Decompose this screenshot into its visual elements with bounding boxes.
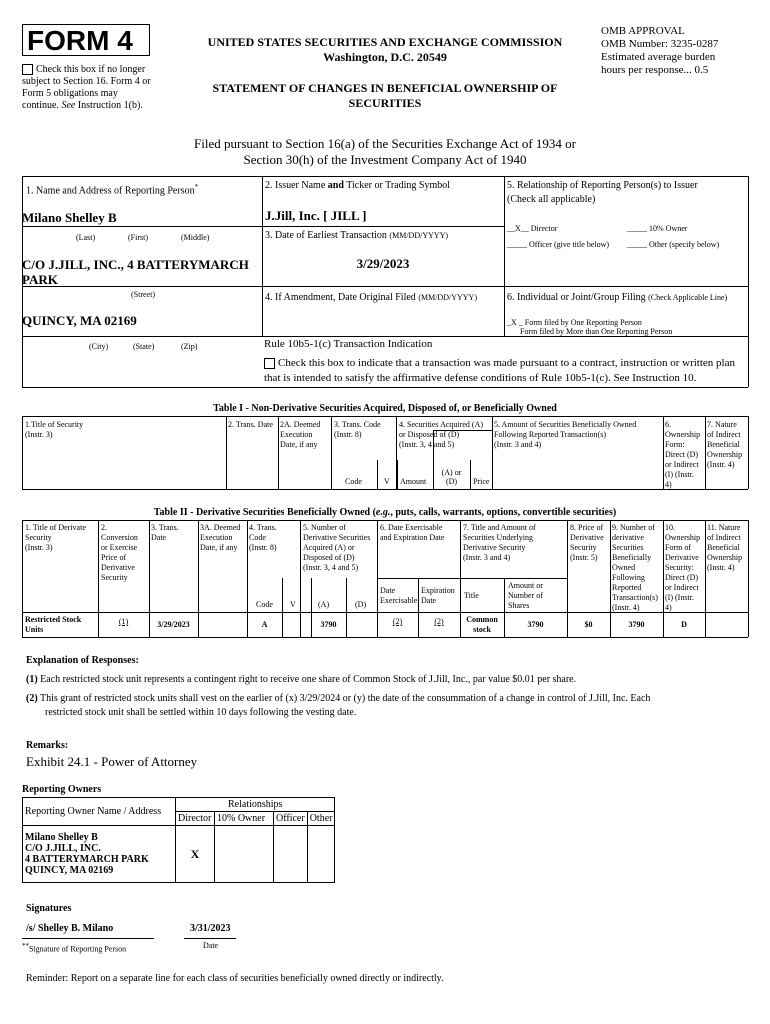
footnote-1 <box>26 674 576 686</box>
box1-label-text: 1. Name and Address of Reporting Person <box>26 185 195 197</box>
box2-bottom-rule <box>262 226 504 227</box>
signature-label-text: Signature of Reporting Person <box>29 944 127 954</box>
t1-v2 <box>278 416 279 489</box>
box1-label <box>26 183 198 197</box>
t1-col2a <box>280 420 320 450</box>
multiple-reporting-persons-option[interactable]: Form filed by More than One Reporting Person <box>520 327 673 336</box>
t2-col10-l1: Ownership <box>665 533 701 542</box>
t1-sub-code: Code <box>345 477 362 486</box>
t1-col3-l1: (Instr. 8) <box>334 430 362 439</box>
t1-col4 <box>399 420 483 450</box>
box2-label-a: 2. Issuer Name <box>265 180 326 191</box>
t1-col7-l0: 7. Nature <box>707 420 737 429</box>
t2-col4-l2: (Instr. 8) <box>249 543 277 552</box>
box3-label-text: 3. Date of Earliest Transaction <box>265 230 387 241</box>
ro-col-name: Reporting Owner Name / Address <box>23 798 176 826</box>
ro-other-mark <box>307 826 335 883</box>
t2-col6 <box>380 523 444 543</box>
ro-col-relationships: Relationships <box>176 798 335 812</box>
middle-label: (Middle) <box>181 233 210 242</box>
box6-label <box>507 292 727 304</box>
t2-col9-l1: derivative <box>612 533 644 542</box>
box4-format: (MM/DD/YYYY) <box>418 293 477 302</box>
remarks-heading: Remarks: <box>26 740 69 751</box>
t2-sub-exp-l0: Expiration <box>421 586 455 595</box>
t1-col4-l0: 4. Securities Acquired (A) <box>399 420 483 429</box>
row-date-exercisable-footnote[interactable]: (2) <box>392 617 403 626</box>
t1-col5-l1: Following Reported Transaction(s) <box>494 430 606 439</box>
note-line-3: Form 5 obligations may <box>22 88 118 99</box>
t1-col2a-l2: Date, if any <box>280 440 318 449</box>
street-underline <box>22 286 262 287</box>
t2-v3 <box>198 520 199 637</box>
city-state-zip: QUINCY, MA 02169 <box>22 313 137 328</box>
earliest-transaction-date: 3/29/2023 <box>356 256 410 271</box>
t1-v3 <box>331 416 332 489</box>
table2-top-rule <box>22 520 748 521</box>
director-option[interactable]: __X__ Director <box>507 224 558 233</box>
statement-title-2: SECURITIES <box>348 96 422 110</box>
t1-col3-l0: 3. Trans. Code <box>334 420 381 429</box>
t2-col7-l3: (Instr. 3 and 4) <box>463 553 511 562</box>
date-label: Date <box>203 941 219 950</box>
no-longer-subject-note <box>22 64 182 112</box>
t1-col7-l1: of Indirect <box>707 430 741 439</box>
ro-owner-l0: Milano Shelley B <box>25 832 98 843</box>
t2-col10-l7: (I) (Instr. <box>665 593 694 602</box>
rule10b5-top-rule <box>262 336 748 337</box>
reminder-text: Reminder: Report on a separate line for each class of securities beneficially owned directly or indirectly. <box>26 973 444 984</box>
footnote-2-text: This grant of restricted stock units shall vest on the earlier of (x) 3/29/2024 or (y) the date of the consummation of a change in control of J.Jill, Inc. Each <box>40 693 651 704</box>
box5-label-1: 5. Relationship of Reporting Person(s) to Issuer <box>507 180 698 191</box>
box4-top-rule <box>262 286 748 287</box>
omb-approval <box>601 25 718 77</box>
filed-pursuant-2: Section 30(h) of the Investment Company Act of 1940 <box>243 152 527 167</box>
t2-col3a-l0: 3A. Deemed <box>200 523 241 532</box>
table2-title-eg: e.g. <box>375 507 391 518</box>
table1-top-rule <box>22 416 748 417</box>
city-label: (City) <box>89 342 109 351</box>
t2-col9-l5: Following <box>612 573 645 582</box>
first-label: (First) <box>128 233 148 242</box>
note-line-4-see: See <box>61 100 76 111</box>
one-reporting-person-option[interactable]: _X _ Form filed by One Reporting Person <box>507 318 642 327</box>
t2-col3 <box>151 523 179 543</box>
t2-v-code <box>282 578 283 637</box>
city-underline <box>22 336 262 337</box>
box4-label-text: 4. If Amendment, Date Original Filed <box>265 292 416 303</box>
t2-col10-l6: or Indirect <box>665 583 699 592</box>
row-security-title <box>25 615 81 635</box>
ro-owner-l3: QUINCY, MA 02169 <box>25 865 114 876</box>
ro-col-officer: Officer <box>274 812 308 826</box>
reporting-owners-heading: Reporting Owners <box>22 784 102 795</box>
t1-v0 <box>22 416 23 489</box>
t1-v1 <box>226 416 227 489</box>
row-price: $0 <box>584 620 593 629</box>
table2-title <box>22 507 748 519</box>
t2-col3-l0: 3. Trans. <box>151 523 179 532</box>
rule10b5-line-1-text: Check this box to indicate that a transaction was made pursuant to a contract, instruction or written plan <box>278 357 735 369</box>
t2-col7-l1: Securities Underlying <box>463 533 533 542</box>
t2-col9-l7: Transaction(s) <box>612 593 658 602</box>
ten-percent-owner-option[interactable]: _____ 10% Owner <box>627 224 688 233</box>
t2-col11-l4: (Instr. 4) <box>707 563 735 572</box>
t2-sub-exp-l1: Date <box>421 596 437 605</box>
row-security-l2: Units <box>25 625 44 634</box>
t1-col2a-l0: 2A. Deemed <box>280 420 321 429</box>
row-code: A <box>261 620 268 629</box>
t2-sub-a: (A) <box>318 600 330 609</box>
footnote-2-cont: restricted stock unit shall be settled within 10 days following the vesting date. <box>45 707 357 718</box>
signature-marks: ** <box>22 942 29 950</box>
filed-pursuant-1: Filed pursuant to Section 16(a) of the Securities Exchange Act of 1934 or <box>194 136 576 151</box>
t2-col5-l4: (Instr. 3, 4 and 5) <box>303 563 359 572</box>
row-underlying-title-l2: stock <box>473 625 491 634</box>
agency-location: Washington, D.C. 20549 <box>323 50 447 64</box>
t2-v-exp <box>418 578 419 637</box>
ro-col-director: Director <box>176 812 215 826</box>
t2-sub-title: Title <box>464 591 479 600</box>
remarks-text: Exhibit 24.1 - Power of Attorney <box>26 754 198 769</box>
t2-col2-l4: Derivative <box>101 563 135 572</box>
t2-col7-l0: 7. Title and Amount of <box>463 523 536 532</box>
box5-label-2: (Check all applicable) <box>507 194 596 205</box>
ro-officer-mark <box>274 826 308 883</box>
t2-col11 <box>707 523 742 573</box>
row-trans-date: 3/29/2023 <box>157 620 190 629</box>
ro-owner-l2: 4 BATTERYMARCH PARK <box>25 854 149 865</box>
t1-col6-l5: (I) (Instr. <box>665 470 694 479</box>
t1-col6-l6: 4) <box>665 480 672 489</box>
t2-col10-l2: Form of <box>665 543 691 552</box>
t2-col2 <box>101 523 138 583</box>
t2-col1-l1: Security <box>25 533 52 542</box>
boxes-top-rule <box>22 176 748 177</box>
boxes-right-rule <box>748 176 749 387</box>
row-underlying-title <box>460 615 504 635</box>
t2-sub-amount <box>508 581 543 611</box>
box6-label-text: 6. Individual or Joint/Group Filing <box>507 292 646 303</box>
statement-title-1: STATEMENT OF CHANGES IN BENEFICIAL OWNERSHIP OF <box>212 81 558 95</box>
ro-owner-cell <box>23 826 176 883</box>
row-acquired: 3790 <box>320 620 337 629</box>
row-expiration-footnote[interactable]: (2) <box>434 617 444 626</box>
t2-col10-l3: Derivative <box>665 553 699 562</box>
t1-col7-l2: Beneficial <box>707 440 740 449</box>
street-line-1: C/O J.JILL, INC., 4 BATTERYMARCH <box>22 257 249 272</box>
agency-name: UNITED STATES SECURITIES AND EXCHANGE COMMISSION <box>207 35 563 49</box>
t1-v7 <box>705 416 706 489</box>
t1-sub-aord-1: (A) or <box>441 468 462 477</box>
t2-col9-l3: Beneficially <box>612 553 652 562</box>
ro-owner-l1: C/O J.JILL, INC. <box>25 843 101 854</box>
t2-col1 <box>25 523 86 553</box>
signature-date: 3/31/2023 <box>190 923 231 934</box>
box3-format: (MM/DD/YYYY) <box>389 231 449 240</box>
t2-col4 <box>249 523 277 553</box>
t2-col9-l4: Owned <box>612 563 636 572</box>
t1-col6-l2: Form: <box>665 440 685 449</box>
ro-col-ten: 10% Owner <box>215 812 274 826</box>
t2-col9-l0: 9. Number of <box>612 523 655 532</box>
no-longer-subject-checkbox[interactable] <box>22 64 33 75</box>
row-underlying-title-l1: Common <box>466 615 498 624</box>
t1-sub-amount: Amount <box>400 477 427 486</box>
table2-bottom-rule <box>22 637 748 638</box>
t2-sub-date-ex <box>380 586 417 606</box>
street-line-2: PARK <box>22 272 58 287</box>
t2-col1-l0: 1. Title of Derivate <box>25 523 86 532</box>
t2-col5-l0: 5. Number of <box>303 523 346 532</box>
t2-col8 <box>570 523 604 563</box>
t1-v-v <box>397 460 398 489</box>
table2-title-b: , puts, calls, warrants, options, convertible securities) <box>390 507 617 518</box>
zip-label: (Zip) <box>181 342 198 351</box>
t2-col6-l1: and Expiration Date <box>380 533 445 542</box>
t2-sub-amount-l0: Amount or <box>508 581 543 590</box>
box1-footnote-mark: * <box>194 183 199 191</box>
box2-label-and: and <box>327 180 344 191</box>
signature-label <box>22 942 126 955</box>
t2-col10-l5: Direct (D) <box>665 573 699 582</box>
t1-col5-l0: 5. Amount of Securities Beneficially Owned <box>494 420 637 429</box>
ro-col-other: Other <box>307 812 335 826</box>
t2-sub-d: (D) <box>355 600 367 609</box>
t1-col4-l1: or Disposed of (D) <box>399 430 460 439</box>
t1-col7-l4: (Instr. 4) <box>707 460 735 469</box>
t2-col8-l1: Derivative <box>570 533 604 542</box>
box4-label <box>265 292 477 304</box>
t1-col6-l4: or Indirect <box>665 460 699 469</box>
table1-bottom-rule <box>22 489 748 490</box>
t1-col4-l2: (Instr. 3, 4 and 5) <box>399 440 455 449</box>
t2-col10-l4: Security: <box>665 563 694 572</box>
date-underline <box>184 938 236 939</box>
t1-col5 <box>494 420 636 450</box>
t2-sub-amount-l1: Number of <box>508 591 543 600</box>
t2-col4-l1: Code <box>249 533 266 542</box>
box2-label-b: Ticker or Trading Symbol <box>346 180 451 191</box>
t2-col11-l2: Beneficial <box>707 543 740 552</box>
t2-sub-code: Code <box>256 600 273 609</box>
omb-line-2: OMB Number: 3235-0287 <box>601 38 719 50</box>
ro-director-mark: X <box>176 826 215 883</box>
t1-col6-l0: 6. <box>665 420 671 429</box>
t2-col5-l3: Disposed of (D) <box>303 553 355 562</box>
t1-col6-l1: Ownership <box>665 430 701 439</box>
boxes-bottom-rule <box>22 387 748 388</box>
t2-v-d <box>346 578 347 637</box>
rule10b5-title: Rule 10b5-1(c) Transaction Indication <box>264 338 433 350</box>
t1-v8 <box>748 416 749 489</box>
t2-col9-l2: Securities <box>612 543 644 552</box>
t2-col11-l0: 11. Nature <box>707 523 741 532</box>
footnote-2-num: (2) <box>26 693 38 704</box>
t2-col9-l6: Reported <box>612 583 642 592</box>
reporting-owners-table <box>22 797 335 883</box>
signature-underline <box>22 938 154 939</box>
t2-sub-rule-6-7 <box>377 578 567 579</box>
table2-title-a: Table II - Derivative Securities Beneficially Owned ( <box>153 507 376 518</box>
t1-col7 <box>707 420 742 470</box>
t1-col6-l3: Direct (D) <box>665 450 699 459</box>
t2-col4-l0: 4. Trans. <box>249 523 277 532</box>
t1-col2: 2. Trans. Date <box>228 420 273 429</box>
omb-line-4: hours per response... 0.5 <box>601 64 709 76</box>
t2-col6-l0: 6. Date Exercisable <box>380 523 443 532</box>
t2-col9-l8: (Instr. 4) <box>612 603 640 612</box>
t2-col8-l3: (Instr. 5) <box>570 553 598 562</box>
t1-sub-v: V <box>384 477 390 486</box>
t2-col10 <box>665 523 700 613</box>
box6-label-note: (Check Applicable Line) <box>648 293 728 302</box>
t1-sub-price: Price <box>473 477 490 486</box>
box5-divider <box>504 176 505 336</box>
reporting-person-name: Milano Shelley B <box>22 210 117 225</box>
t2-col5-l2: Acquired (A) or <box>303 543 355 552</box>
note-line-1: Check this box if no longer <box>36 64 146 75</box>
t2-sub-amount-l2: Shares <box>508 601 530 610</box>
t2-col3-l1: Date <box>151 533 167 542</box>
t1-col1-l1: (Instr. 3) <box>25 430 53 439</box>
name-underline <box>22 226 262 227</box>
t1-v-price <box>470 460 471 489</box>
t2-col2-l1: Conversion <box>101 533 138 542</box>
t1-col3 <box>334 420 381 440</box>
t2-sub-exp <box>421 586 455 606</box>
t2-sub-v: V <box>290 600 296 609</box>
row-owned-following: 3790 <box>628 620 645 629</box>
t2-col7-l2: Derivative Security <box>463 543 526 552</box>
t2-col3a <box>200 523 240 553</box>
officer-option[interactable]: _____ Officer (give title below) <box>507 240 610 249</box>
rule10b5-checkbox[interactable] <box>264 358 275 369</box>
t2-col10-l0: 10. <box>665 523 675 532</box>
t1-v5 <box>492 416 493 489</box>
state-label: (State) <box>133 342 155 351</box>
t1-col2a-l1: Execution <box>280 430 313 439</box>
footnote-2 <box>26 693 650 705</box>
t2-v11 <box>705 520 706 637</box>
form-title: FORM 4 <box>22 24 150 56</box>
t1-col5-l2: (Instr. 3 and 4) <box>494 440 542 449</box>
rule10b5-line-1 <box>264 357 735 370</box>
t1-col6 <box>665 420 700 490</box>
street-label: (Street) <box>131 290 155 299</box>
t2-col3a-l2: Date, if any <box>200 543 238 552</box>
t2-col2-l2: or Exercise <box>101 543 138 552</box>
explanation-heading: Explanation of Responses: <box>26 655 139 666</box>
issuer-name: J.Jill, Inc. [ JILL ] <box>265 208 367 223</box>
t2-col2-l0: 2. <box>101 523 107 532</box>
note-line-4b: Instruction 1(b). <box>77 100 143 111</box>
t2-sub-date-ex-l1: Exercisable <box>380 596 418 605</box>
last-label: (Last) <box>76 233 96 242</box>
box3-label <box>265 230 448 242</box>
t1-col1 <box>25 420 83 440</box>
t2-col8-l0: 8. Price of <box>570 523 604 532</box>
t2-v5 <box>300 520 301 637</box>
t2-col9 <box>612 523 658 613</box>
t2-col7 <box>463 523 536 563</box>
t2-v12 <box>748 520 749 637</box>
omb-line-3: Estimated average burden <box>601 51 716 63</box>
signer: /s/ Shelley B. Milano <box>26 923 114 934</box>
signatures-heading: Signatures <box>26 903 72 914</box>
table1-title: Table I - Non-Derivative Securities Acquired, Disposed of, or Beneficially Owned <box>213 403 557 414</box>
box2-label <box>265 180 450 192</box>
note-line-4a: continue. <box>22 100 59 111</box>
t2-col5 <box>303 523 370 573</box>
t2-col11-l1: of Indirect <box>707 533 741 542</box>
t2-v0 <box>22 520 23 637</box>
t1-col7-l3: Ownership <box>707 450 743 459</box>
other-option[interactable]: _____ Other (specify below) <box>627 240 720 249</box>
t2-col1-l2: (Instr. 3) <box>25 543 53 552</box>
t2-col11-l3: Ownership <box>707 553 743 562</box>
t1-v-code <box>377 460 378 489</box>
t2-col10-l8: 4) <box>665 603 672 612</box>
t1-sub-aord-2: (D) <box>445 477 458 486</box>
row-conversion-footnote[interactable]: (1) <box>118 617 129 626</box>
footnote-1-num: (1) <box>26 674 38 685</box>
row-underlying-amount: 3790 <box>527 620 544 629</box>
note-line-2: subject to Section 16. Form 4 or <box>22 76 151 87</box>
t1-col1-l0: 1.Title of Security <box>25 420 84 429</box>
footnote-1-text: Each restricted stock unit represents a contingent right to receive one share of Common Stock of J.Jill, Inc., par value $0.01 per share. <box>40 674 577 685</box>
t2-col3a-l1: Execution <box>200 533 233 542</box>
rule10b5-line-2: that is intended to satisfy the affirmative defense conditions of Rule 10b5-1(c). See Instruction 10. <box>264 372 697 384</box>
t1-v6 <box>663 416 664 489</box>
t2-col5-l1: Derivative Securities <box>303 533 371 542</box>
omb-line-1: OMB APPROVAL <box>601 25 685 37</box>
ro-ten-mark <box>215 826 274 883</box>
row-ownership-form: D <box>681 620 687 629</box>
t2-sub-date-ex-l0: Date <box>380 586 396 595</box>
t2-col2-l5: Security <box>101 573 128 582</box>
t2-col2-l3: Price of <box>101 553 127 562</box>
t2-col8-l2: Security <box>570 543 597 552</box>
row-security-l1: Restricted Stock <box>25 615 82 624</box>
